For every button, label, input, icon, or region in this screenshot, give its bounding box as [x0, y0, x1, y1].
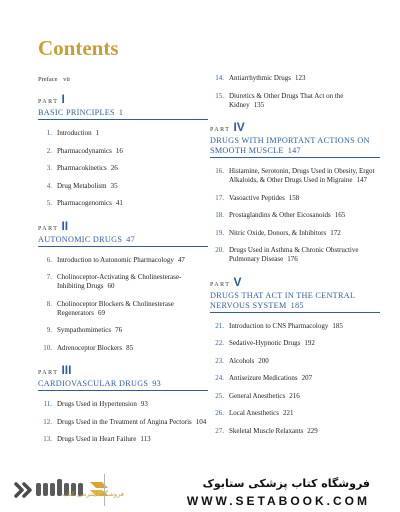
- part-page: 93: [152, 379, 162, 388]
- store-url[interactable]: WWW.SETABOOK.COM: [186, 494, 370, 508]
- chapter-title: [57, 273, 208, 291]
- toc-entry[interactable]: [210, 74, 380, 83]
- chapter-title: [229, 339, 315, 348]
- chapter-page: 26: [110, 164, 118, 172]
- toc-entry[interactable]: [210, 409, 380, 418]
- chapter-title-text: Alcohols: [229, 356, 255, 365]
- chapter-number: 10.: [43, 343, 52, 352]
- chapter-number: 7.: [46, 273, 52, 281]
- chapter-title-text: Nitric Oxide, Donors, & Inhibitors: [229, 228, 327, 237]
- chapter-title: [57, 344, 133, 353]
- toc-entry[interactable]: [38, 199, 208, 208]
- chapter-number: 1.: [46, 129, 52, 137]
- chapter-page: 176: [287, 255, 298, 263]
- part-heading: [210, 118, 380, 136]
- chapter-number: 11.: [43, 400, 52, 408]
- part-page: 1: [118, 108, 124, 117]
- right-column: [210, 74, 380, 444]
- part-title[interactable]: [38, 379, 208, 391]
- page-title: Contents: [38, 36, 119, 60]
- chapter-title: [57, 400, 148, 409]
- chapter-number: 16.: [215, 167, 224, 175]
- chapter-page: 229: [307, 426, 318, 435]
- chapter-number: 2.: [46, 146, 52, 155]
- chapter-title: [229, 194, 299, 203]
- toc-entry[interactable]: [210, 246, 380, 264]
- chapter-page: 192: [304, 339, 315, 347]
- part-heading: [38, 217, 208, 235]
- chapter-title-text: Pharmacogenomics: [57, 199, 112, 207]
- chapter-title: [229, 409, 293, 418]
- part-title[interactable]: [38, 108, 208, 120]
- chapter-title-text: Drugs Used in Asthma & Chronic Obstructive Pulmonary Disease: [229, 246, 359, 263]
- part-label: PART: [210, 281, 231, 288]
- chapter-title-text: Vasoactive Peptides: [229, 193, 285, 202]
- chapter-title: [57, 164, 118, 173]
- toc-entry[interactable]: [38, 182, 208, 191]
- chapter-page: 69: [97, 308, 105, 317]
- chapter-title-text: Diuretics & Other Drugs That Act on the Kidney: [229, 91, 344, 109]
- toc-entry[interactable]: [38, 164, 208, 173]
- part-number: III: [61, 363, 72, 377]
- toc-entry[interactable]: [38, 256, 208, 265]
- toc-entry[interactable]: [210, 392, 380, 401]
- chapter-page: 85: [126, 343, 134, 352]
- chapter-number: 4.: [46, 181, 52, 190]
- chapter-number: 26.: [215, 409, 224, 417]
- part-title-text: BASIC PRINCIPLES: [38, 108, 115, 117]
- chapter-title: [57, 418, 206, 427]
- chapter-number: 17.: [215, 193, 224, 202]
- chapter-page: 1: [95, 129, 100, 137]
- part-label: PART: [38, 225, 59, 232]
- part-title-text: CARDIOVASCULAR DRUGS: [38, 379, 149, 388]
- chapter-title: [229, 246, 380, 264]
- part-number: I: [61, 92, 65, 106]
- chapter-title-text: Drugs Used in the Treatment of Angina Pectoris: [57, 417, 192, 426]
- chapter-title: [229, 322, 343, 331]
- chapter-number: 19.: [215, 228, 224, 237]
- part-number: II: [61, 218, 69, 233]
- chapter-page: 158: [288, 193, 300, 202]
- chapter-page: 200: [258, 356, 269, 365]
- part-title-text: AUTONOMIC DRUGS: [38, 234, 123, 244]
- part-section: [38, 90, 208, 208]
- chapter-number: 23.: [215, 356, 224, 365]
- toc-entry[interactable]: [210, 194, 380, 203]
- chapter-page: 135: [253, 100, 265, 109]
- chapter-number: 9.: [46, 326, 52, 334]
- chapter-page: 172: [330, 228, 341, 237]
- part-title[interactable]: [210, 291, 380, 313]
- part-page: 47: [126, 234, 135, 244]
- toc-entry[interactable]: [210, 374, 380, 383]
- chapter-title-text: Drug Metabolism: [57, 181, 107, 190]
- part-title[interactable]: [38, 235, 208, 247]
- chapter-title-text: Pharmacodynamics: [57, 146, 112, 155]
- chapter-title: [57, 182, 118, 191]
- chapter-title-text: Drugs Used in Heart Failure: [57, 435, 137, 443]
- chapter-title: [229, 357, 269, 366]
- part-heading: [38, 361, 208, 379]
- toc-entry[interactable]: [38, 400, 208, 409]
- toc-entry[interactable]: [210, 339, 380, 348]
- chapter-title: [57, 147, 123, 156]
- chapter-page: 185: [332, 321, 343, 330]
- chapter-title-text: Sympathomimetics: [57, 326, 112, 334]
- chapter-number: 8.: [46, 299, 52, 308]
- part-number: V: [233, 274, 242, 289]
- chapter-number: 15.: [215, 91, 224, 100]
- chapter-page: 147: [356, 176, 367, 184]
- toc-entry[interactable]: [38, 418, 208, 427]
- chapter-title-text: Histamine, Serotonin, Drugs Used in Obesity, Ergot Alkaloids, & Other Drugs Used in Migraine: [229, 167, 375, 184]
- chapter-page: 76: [115, 326, 123, 334]
- chapter-title-text: Local Anesthetics: [229, 409, 279, 417]
- part-section: [38, 361, 208, 444]
- chapter-page: 113: [140, 435, 151, 443]
- chapter-number: 22.: [215, 339, 224, 347]
- toc-entry[interactable]: [210, 92, 380, 110]
- part-number: IV: [233, 120, 245, 134]
- chapter-page: 60: [107, 282, 115, 290]
- preface-page: vii: [63, 76, 70, 83]
- part-section: [210, 273, 380, 436]
- chapter-title-text: Introduction to CNS Pharmacology: [229, 321, 329, 330]
- chapter-page: 41: [115, 199, 123, 207]
- chapter-number: 24.: [215, 374, 224, 382]
- part-label: PART: [38, 370, 59, 376]
- logo-subtitle: فروشگاه اینترنتی کتاب: [62, 490, 124, 498]
- chapter-page: 221: [282, 409, 294, 417]
- store-name: فروشگاه کتاب پزشکی ستابوک: [202, 477, 370, 490]
- chapter-title: [57, 435, 151, 444]
- toc-entry[interactable]: [38, 300, 208, 318]
- toc-entry[interactable]: [38, 344, 208, 353]
- chapter-page: 93: [140, 400, 148, 408]
- chapter-title-text: Adrenoceptor Blockers: [57, 343, 123, 352]
- chapter-title: [229, 167, 380, 185]
- toc-entry[interactable]: [38, 129, 208, 138]
- chapter-number: 18.: [215, 211, 224, 219]
- toc-entry[interactable]: [38, 435, 208, 444]
- chapter-number: 12.: [43, 417, 52, 426]
- chapter-number: 3.: [46, 164, 52, 172]
- part-label: PART: [38, 99, 59, 105]
- preface-entry[interactable]: [38, 76, 70, 83]
- chapter-title-text: Drugs Used in Hypertension: [57, 400, 137, 408]
- chapter-title-text: Antiarrhythmic Drugs: [229, 74, 292, 82]
- chapter-title: [229, 211, 345, 220]
- chapter-title-text: Skeletal Muscle Relaxants: [229, 426, 304, 435]
- left-column: [38, 86, 208, 453]
- chapter-number: 13.: [43, 435, 52, 443]
- chapter-title: [57, 300, 208, 318]
- chapter-page: 216: [289, 391, 300, 400]
- chapter-number: 27.: [215, 426, 224, 435]
- chapter-title: [229, 74, 306, 83]
- chapter-number: 21.: [215, 321, 224, 330]
- chapter-number: 6.: [46, 255, 52, 264]
- chapter-title-text: General Anesthetics: [229, 391, 286, 400]
- chapter-title-text: Introduction to Autonomic Pharmacology: [57, 255, 174, 264]
- chapter-page: 35: [110, 181, 118, 190]
- chapter-title: [229, 392, 300, 401]
- part-section: [210, 118, 380, 264]
- chapter-title-text: Prostaglandins & Other Eicosanoids: [229, 211, 331, 219]
- chapter-title: [229, 374, 312, 383]
- chapter-title-text: Cholinoceptor-Activating & Cholinesterase-Inhibiting Drugs: [57, 273, 182, 290]
- chapter-page: 123: [295, 74, 306, 82]
- chapter-title: [229, 92, 380, 110]
- part-heading: [38, 90, 208, 108]
- chapter-title: [57, 199, 123, 208]
- part-label: PART: [210, 127, 231, 133]
- toc-entry[interactable]: [210, 229, 380, 238]
- part-section: [38, 217, 208, 353]
- chapter-number: 25.: [215, 391, 224, 400]
- toc-entry[interactable]: [38, 326, 208, 335]
- chapter-number: 5.: [46, 199, 52, 207]
- preface-label: Preface: [38, 76, 58, 83]
- chapter-title-text: Sedative-Hypnotic Drugs: [229, 339, 301, 347]
- part-title[interactable]: [210, 136, 380, 158]
- part-title-text: DRUGS WITH IMPORTANT ACTIONS ON SMOOTH MUSCLE: [210, 136, 370, 155]
- chapter-title: [57, 326, 122, 335]
- chapter-title-text: Introduction: [57, 129, 92, 137]
- toc-entry[interactable]: [210, 211, 380, 220]
- chapter-number: 20.: [215, 246, 224, 254]
- part-page: 147: [287, 146, 301, 155]
- chapter-title-text: Antiseizure Medications: [229, 374, 298, 382]
- chapter-title: [57, 129, 99, 138]
- part-title-text: DRUGS THAT ACT IN THE CENTRAL NERVOUS SYSTEM: [210, 290, 355, 310]
- chapter-page: 47: [177, 255, 185, 264]
- toc-entry[interactable]: [210, 357, 380, 366]
- chapter-title-text: Pharmacokinetics: [57, 164, 107, 172]
- toc-entry[interactable]: [38, 147, 208, 156]
- part-heading: [210, 273, 380, 291]
- chapter-title: [229, 229, 341, 238]
- part-page: 185: [290, 300, 304, 310]
- toc-entry[interactable]: [210, 167, 380, 185]
- chapter-title: [229, 427, 318, 436]
- toc-entry[interactable]: [210, 322, 380, 331]
- chapter-page: 165: [334, 211, 346, 219]
- chapter-page: 207: [301, 374, 313, 382]
- chapter-title-text: Cholinoceptor Blockers & Cholinesterase Regenerators: [57, 299, 174, 317]
- chapter-title: [57, 256, 185, 265]
- toc-entry[interactable]: [210, 427, 380, 436]
- chapter-page: 16: [115, 146, 123, 155]
- toc-entry[interactable]: [38, 273, 208, 291]
- chapter-number: 14.: [215, 74, 224, 82]
- chapter-page: 104: [195, 417, 207, 426]
